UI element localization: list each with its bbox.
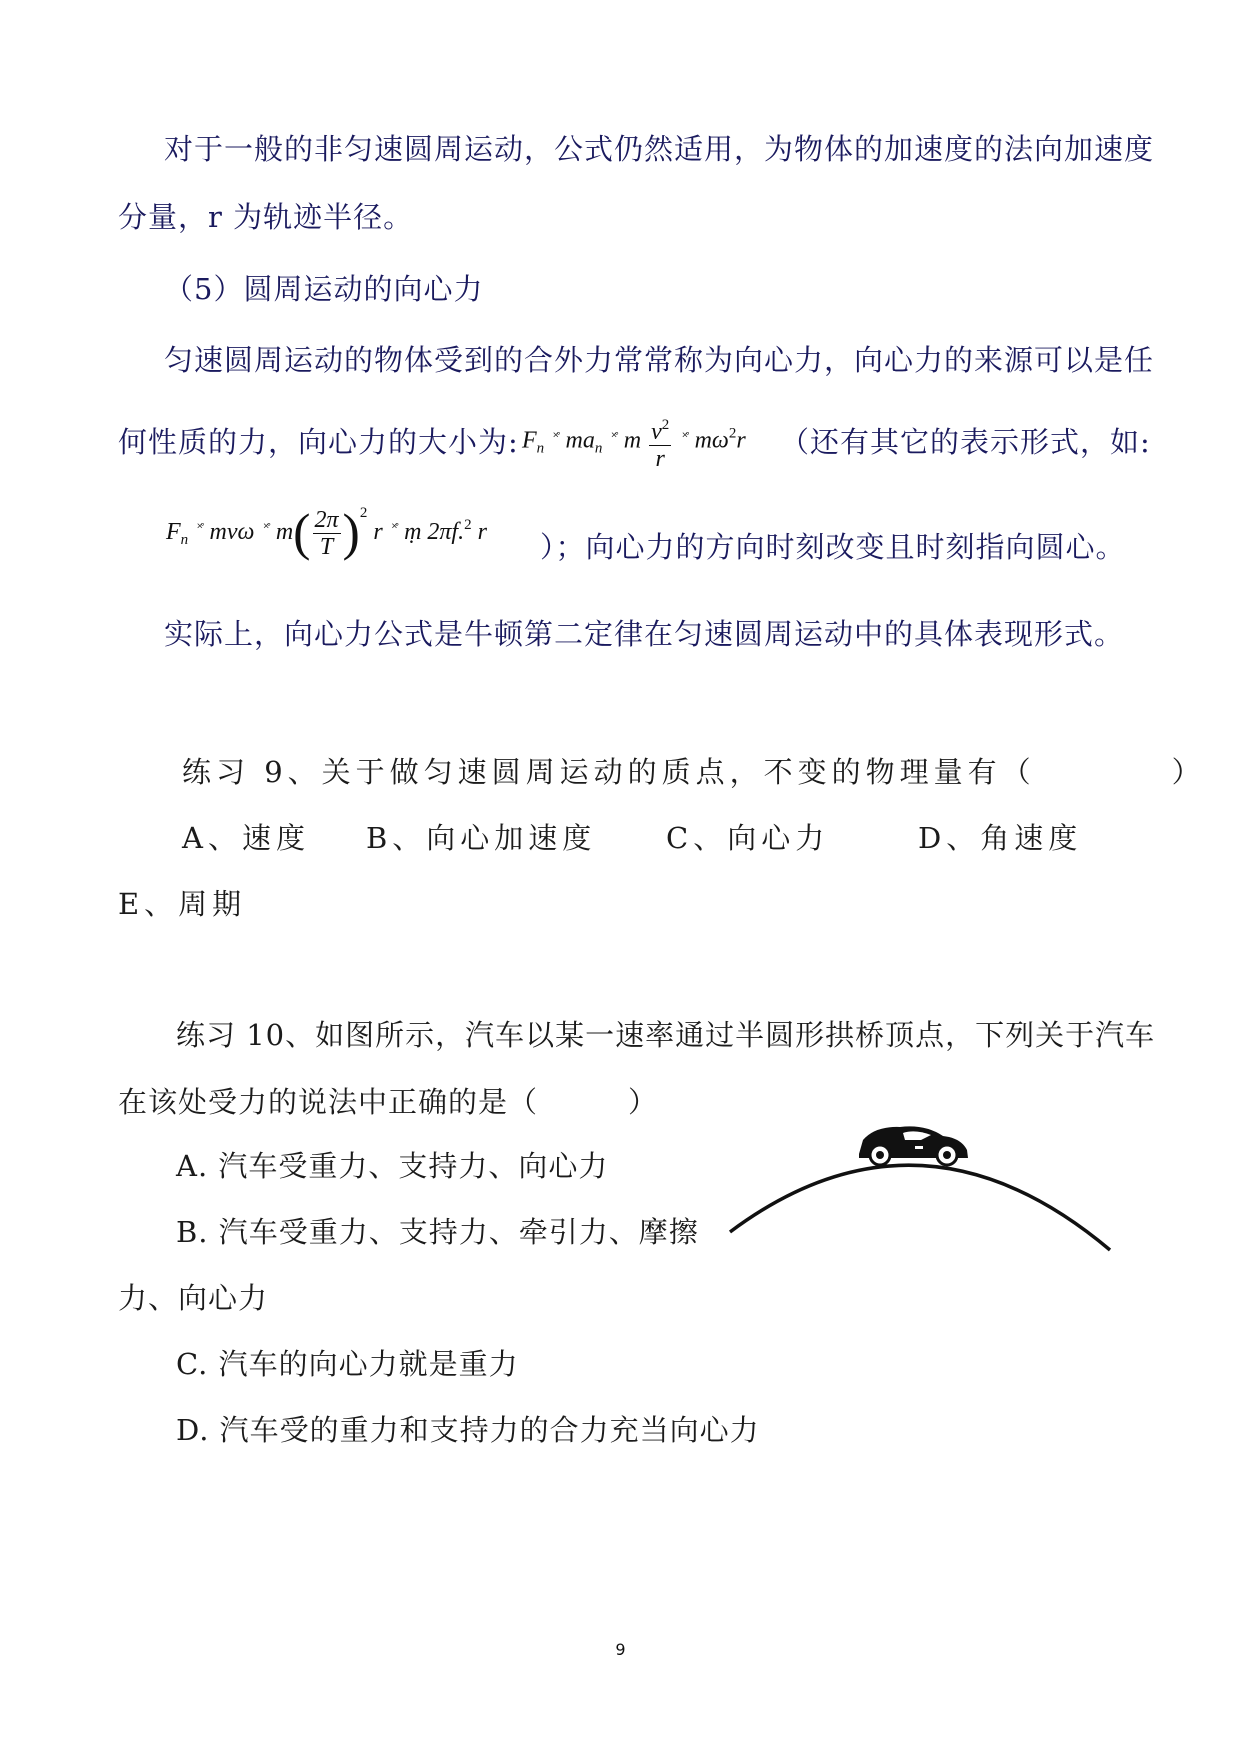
exercise-10-question: 练习 10、如图所示，汽车以某一速率通过半圆形拱桥顶点，下列关于汽车 [176,1018,1156,1052]
paragraph-line: 何性质的力，向心力的大小为: [118,425,519,459]
formula-term: ṃ [404,519,422,545]
formula-term: mvω [209,519,255,545]
formula-equals: ˟̊ [682,430,686,446]
formula-subscript: n [536,440,545,457]
formula-term: m [275,519,294,545]
exercise-9-question: 练习 9、关于做匀速圆周运动的质点，不变的物理量有（ ） [182,755,1206,789]
formula-equals: ˟̊ [391,522,396,537]
car-icon [859,1126,968,1165]
alternate-formula: $F_n$ ˟̊ mvω ˟̊ m( $\frac{2\pi}{T}$ )$^2$ r ˟̊ ṃ 2πf.$^2$ r [166,504,487,562]
paragraph-line: ）；向心力的方向时刻改变且时刻指向圆心。 [540,530,1126,564]
formula-subscript: n [180,532,189,548]
formula-equals: ˟̊ [611,430,615,446]
formula-term: mω [694,427,729,454]
paragraph-line: 分量，r 为轨迹半径。 [118,200,414,234]
centripetal-force-formula [522,412,746,472]
exercise-9-option-e: E、周期 [118,887,247,921]
formula-term: r [477,519,487,545]
formula-equals: ˟̊ [553,430,557,446]
exercise-9-option-a: A、速度 [182,821,310,855]
section-heading: （5）圆周运动的向心力 [164,272,484,306]
formula-term: r [736,427,746,454]
exercise-10-option-d: D. 汽车受的重力和支持力的合力充当向心力 [176,1413,760,1447]
exercise-10-question: 在该处受力的说法中正确的是（ ） [118,1085,659,1119]
fraction-denominator: T [319,533,334,560]
formula-term: ma [565,427,595,454]
exercise-10-option-a: A. 汽车受重力、支持力、向心力 [176,1149,609,1183]
formula-superscript: 2 [359,505,368,521]
formula-fraction [649,412,671,472]
paragraph-line: （还有其它的表示形式，如: [780,425,1151,459]
formula-superscript: 2 [661,417,670,433]
exercise-9-option-b: B、向心加速度 [366,821,597,855]
fraction-numerator: 2π [314,506,339,533]
formula-symbol: F [522,427,537,454]
paragraph-line: 匀速圆周运动的物体受到的合外力常常称为向心力，向心力的来源可以是任 [164,343,1155,377]
exercise-10-option-c: C. 汽车的向心力就是重力 [176,1347,519,1381]
formula-term: m [623,427,642,454]
formula-term: v [651,419,662,445]
exercise-9-option-c: C、向心力 [666,821,830,855]
fraction-denominator: r [655,446,665,472]
arch-bridge-curve [730,1165,1110,1250]
formula-superscript: 2 [464,517,472,533]
formula-symbol: F [166,519,181,545]
page-number: 9 [615,1640,626,1659]
exercise-9-option-d: D、角速度 [918,821,1083,855]
formula-dot: . [458,519,465,545]
formula-superscript: 2 [728,425,737,442]
exercise-10-option-b: B. 汽车受重力、支持力、牵引力、摩擦 [176,1215,699,1249]
fraction-numerator [649,412,671,446]
paragraph-line: 实际上，向心力公式是牛顿第二定律在匀速圆周运动中的具体表现形式。 [164,617,1125,651]
paragraph-line: 对于一般的非匀速圆周运动，公式仍然适用，为物体的加速度的法向加速度 [164,132,1155,166]
formula-equals: ˟̊ [263,522,267,537]
formula-equals: ˟̊ [197,522,201,537]
formula-fraction [313,507,341,560]
formula-term: 2πf [427,519,459,545]
formula-term: r [373,519,383,545]
arch-bridge-car-figure [725,1110,1117,1258]
exercise-10-option-b-cont: 力、向心力 [118,1281,269,1315]
formula-subscript: n [594,440,603,457]
